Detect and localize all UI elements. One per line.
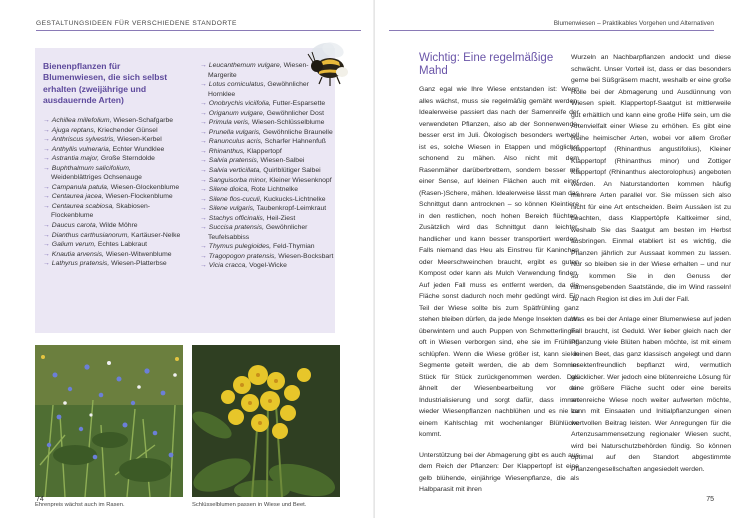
caption-cowslip: Schlüsselblumen passen in Wiese und Beet. <box>192 502 307 508</box>
common-name: Wiesen-Flockenblume <box>103 193 173 201</box>
arrow-icon: → <box>200 119 207 127</box>
latin-name: Centaurea scabiosa, <box>51 202 115 210</box>
arrow-icon: → <box>43 260 50 268</box>
plant-list-item <box>43 126 183 136</box>
arrow-icon: → <box>43 136 50 144</box>
common-name: Weidenblättriges Ochsenauge <box>51 174 142 182</box>
latin-name: Achillea millefolium, <box>51 117 112 124</box>
common-name: Wiesen-Platterbse <box>109 260 167 268</box>
latin-name: Onobrychis viciifolia, <box>208 100 271 108</box>
cowslip-photo <box>192 345 340 497</box>
bumblebee-illustration <box>300 38 356 88</box>
plant-list-item <box>43 154 183 164</box>
page-number-left: 74 <box>36 496 44 503</box>
common-name: Wiesen-Witwenblume <box>103 250 172 258</box>
latin-name: Lotus corniculatus, <box>208 81 266 89</box>
plant-list-item <box>200 118 335 128</box>
arrow-icon: → <box>43 193 50 201</box>
latin-name: Salvia pratensis, <box>208 157 259 165</box>
latin-name: Tragopogon pratensis, <box>208 252 277 260</box>
page-number-right: 75 <box>706 496 714 503</box>
paragraph: Wurzeln an Nachbarpflanzen andockt und diese schwächt. Unser Vorteil ist, dass er das besonders gerne bei Süßgräsern macht, weshalb er eine große Rolle bei der Abmagerung und Ausdünnung von Wiesen spielt. Klappertopf-Saatgut ist mittlerweile gut erhältlich und kann eine große Hilfe sein, um die Artenvielfalt einer Wiese zu erhöhen. Es gibt eine Reihe heimischer Arten, wobei vor allem Großer Klappertopf (Rhinanthus angustifolius), Kleiner Klappertopf (Rhinanthus minor) und Zottiger Klappertopf (Rhinanthus alectorolophus) angeboten werden. An Naturstandorten kommen häufig mehrere Arten parallel vor. Sie müssen sich also nicht für eine Art entscheiden. Beim Aussäen ist zu beachten, dass Klappertöpfe Kaltkeimer sind, weshalb Sie das Saatgut am besten im Herbst ausbringen. Einmal etabliert ist es wichtig, die Pflanzen jährlich zur Aussaat kommen zu lassen. Nur so bleiben sie in der Wiese erhalten – und nur so kommen Sie in den Genuss der namensgebenden Saatstände, die im Wind rasseln! Je nach Region ist dies im Juli der Fall. <box>571 54 731 303</box>
common-name: Vogel-Wicke <box>247 262 287 270</box>
plant-list-item <box>43 259 183 269</box>
plant-list-item <box>200 166 335 176</box>
latin-name: Silene vulgaris, <box>208 205 255 213</box>
arrow-icon: → <box>200 167 207 175</box>
plant-list-item <box>200 242 335 252</box>
text-column-2 <box>571 52 731 484</box>
running-head-right: Blumenwiesen – Praktikables Vorgehen und Alternativen <box>553 20 714 27</box>
latin-name: Anthriscus sylvestris, <box>51 136 116 144</box>
paragraph: Unterstützung bei der Abmagerung gibt es auch aus dem Reich der Pflanzen: Der Klappertopf ist eine gelb blühende, einjährige Wiesenpflanze, die als Halbparasit mit ihren <box>419 451 579 493</box>
common-name: Scharfer Hahnenfuß <box>262 138 326 146</box>
latin-name: Astrantia major, <box>51 155 100 163</box>
plant-list-item <box>43 116 183 126</box>
common-name: Kleiner Wiesenknopf <box>267 176 332 184</box>
latin-name: Rhinanthus, <box>208 147 246 155</box>
plant-list-item <box>200 128 335 138</box>
common-name: Taubenkropf-Leimkraut <box>254 205 327 213</box>
common-name: Wiesen-Kerbel <box>115 136 162 144</box>
latin-name: Sanguisorba minor, <box>208 176 268 184</box>
latin-name: Silene flos-cuculi, <box>208 195 262 203</box>
plant-list-item <box>200 156 335 166</box>
latin-name: Galium verum, <box>51 241 96 249</box>
arrow-icon: → <box>200 147 207 155</box>
header-rule-right <box>389 30 714 31</box>
latin-name: Buphthalmum salicifolium, <box>51 164 131 172</box>
paragraph: Was es bei der Anlage einer Blumenwiese auf jeden Fall braucht, ist Geduld. Wer lieber gleich nach der Pflanzung viele Blüten haben möchte, ist mit einem kleinen Beet, das ganz klassisch angelegt und dann insektenfreundlich bepflanzt wird, vermutlich glücklicher. Wer jedoch eine blütenreiche Lösung für eine größere Fläche sucht oder eine bereits artenreiche Wiese noch weiter aufwerten möchte, kann mit Einsaaten und Initialpflanzungen einen wertvollen Beitrag leisten. Wer Anregungen für die Artenzusammensetzung regionaler Wiesen sucht, wird bei Naturschutzbehörden fündig. So können optimal auf den Standort abgestimmte Pflanzengesellschaften angesiedelt werden. <box>571 316 731 473</box>
common-name: Echtes Labkraut <box>96 241 148 249</box>
common-name: Wiesen-Schafgarbe <box>111 117 174 124</box>
latin-name: Centaurea jacea, <box>51 193 104 201</box>
arrow-icon: → <box>43 231 50 239</box>
common-name: Gewöhnlicher Dost <box>264 109 325 117</box>
plant-list-item <box>43 221 183 231</box>
plant-list-item <box>200 137 335 147</box>
plant-list-item <box>43 164 183 183</box>
common-name: Wiesen-Glockenblume <box>108 183 180 191</box>
plant-list-column-2 <box>200 61 335 271</box>
common-name: Gewöhnlicher Teufelsabbiss <box>208 224 308 241</box>
plant-list-item <box>200 99 335 109</box>
plant-list-item <box>200 109 335 119</box>
arrow-icon: → <box>200 62 207 69</box>
common-name: Wilde Möhre <box>97 222 138 230</box>
arrow-icon: → <box>200 157 207 165</box>
common-name: Heil-Ziest <box>264 214 296 222</box>
arrow-icon: → <box>200 224 207 232</box>
common-name: Gewöhnliche Braunelle <box>260 128 333 136</box>
arrow-icon: → <box>43 202 50 210</box>
latin-name: Origanum vulgare, <box>208 109 265 117</box>
plant-list-item <box>43 192 183 202</box>
plant-list-item <box>200 214 335 224</box>
plant-list-item <box>43 183 183 193</box>
arrow-icon: → <box>43 145 50 153</box>
common-name: Kriechender Günsel <box>95 126 158 134</box>
plant-list-item <box>200 261 335 271</box>
common-name: Wiesen-Salbei <box>258 157 305 165</box>
common-name: Große Sterndolde <box>99 155 155 163</box>
arrow-icon: → <box>200 128 207 136</box>
common-name: Wiesen-Bocksbart <box>276 252 334 260</box>
latin-name: Daucus carota, <box>51 222 98 230</box>
plant-list-item <box>43 145 183 155</box>
latin-name: Ajuga reptans, <box>51 126 96 134</box>
arrow-icon: → <box>200 262 207 270</box>
arrow-icon: → <box>43 164 50 172</box>
plant-list-item <box>43 250 183 260</box>
arrow-icon: → <box>43 241 50 249</box>
latin-name: Primula veris, <box>208 119 250 127</box>
plant-list-item <box>43 135 183 145</box>
common-name: Gewöhnlicher Hornklee <box>208 81 309 98</box>
latin-name: Lathyrus pratensis, <box>51 260 110 268</box>
latin-name: Thymus pulegioides, <box>208 243 272 251</box>
latin-name: Dianthus carthusianorum, <box>51 231 130 239</box>
plant-list-item <box>200 204 335 214</box>
arrow-icon: → <box>200 81 207 89</box>
common-name: Futter-Esparsette <box>270 100 326 108</box>
arrow-icon: → <box>200 205 207 213</box>
latin-name: Vicia cracca, <box>208 262 248 270</box>
arrow-icon: → <box>200 138 207 146</box>
caption-speedwell: Ehrenpreis wächst auch im Rasen. <box>35 502 125 508</box>
right-page <box>375 0 750 518</box>
plant-list-item <box>43 202 183 221</box>
common-name: Wiesen-Schlüsselblume <box>249 119 325 127</box>
arrow-icon: → <box>43 183 50 191</box>
arrow-icon: → <box>43 117 50 124</box>
box-title: Bienenpflanzen für Blumenwiesen, die sich selbst erhalten (zweijährige und ausdauernde Arten) <box>43 61 168 106</box>
common-name: Skabiosen-Flockenblume <box>51 202 151 220</box>
arrow-icon: → <box>200 243 207 251</box>
plant-list-item <box>43 231 183 241</box>
latin-name: Salvia verticillata, <box>208 167 262 175</box>
paragraph: Ganz egal wie Ihre Wiese entstanden ist: Wenn alles wächst, muss sie regelmäßig gemäht werden. Idealerweise passiert das nach der Samenreife der verwendeten Pflanzen, also ab der Sonnenwende, besser erst im Juli. Ökologisch besonders wertvoll ist es, solche Wiesen in Etappen und möglichst schonend zu mähen. Also nicht mit dem Rasenmäher darüberbrettern, sondern besser mit einer Sense, auf kleinen Flächen auch mit einer (Rasen-)Schere, mähen. Idealerweise lässt man das Schnittgut dann antrocknen – so können Kleintiere in den restlichen, noch hohen Bereich flüchten. Zusätzlich wird das Schnittgut dann leichter, handlicher und kann besser transportiert werden. Falls niemand das Heu als Einstreu für Kaninchen oder Meerschweinchen braucht, ergibt es guten Kompost oder kann als Mulch Verwendung finden. Auf jeden Fall muss es entfernt werden, da die Fläche sonst dadurch noch mehr gedüngt wird. Ein Teil der Wiese sollte bis zum Spätfrühling ganz stehen bleiben dürfen, da jede Menge Insekten darin überwintern und auch Puppen von Schmetterlingen oft in Wiesen verborgen sind, ehe sie im Frühling schlüpfen. Wenn die Wiese größer ist, kann sie in Segmente geteilt werden, die ab dem Sommer Stück für Stück zurückgenommen werden. Das ähnelt der Wiesenbearbeitung vor der Industrialisierung und sorgt dafür, dass immer wieder Wiesenpflanzen nachblühen und es nie zu einem Kahlschlag mit wochenlanger Blühlücke kommt. <box>419 86 579 438</box>
plant-list-item <box>200 185 335 195</box>
arrow-icon: → <box>200 252 207 260</box>
common-name: Feld-Thymian <box>271 243 315 251</box>
section-heading: Wichtig: Eine regelmäßige Mahd <box>419 52 554 77</box>
arrow-icon: → <box>200 214 207 222</box>
speedwell-photo <box>35 345 183 497</box>
plant-list-column-1 <box>43 116 183 269</box>
plant-list-item <box>200 147 335 157</box>
arrow-icon: → <box>43 222 50 230</box>
plant-list-item <box>200 195 335 205</box>
latin-name: Knautia arvensis, <box>51 250 104 258</box>
common-name: Quirlblütiger Salbei <box>261 167 321 175</box>
common-name: Kuckucks-Lichtnelke <box>261 195 326 203</box>
common-name: Rote Lichtnelke <box>249 186 298 194</box>
header-rule-left <box>36 30 361 31</box>
latin-name: Stachys officinalis, <box>208 214 265 222</box>
common-name: Echter Wundklee <box>110 145 165 153</box>
latin-name: Campanula patula, <box>51 183 109 191</box>
plant-list-item <box>200 176 335 186</box>
plant-list-item <box>43 240 183 250</box>
arrow-icon: → <box>200 195 207 203</box>
latin-name: Ranunculus acris, <box>208 138 263 146</box>
arrow-icon: → <box>200 186 207 194</box>
latin-name: Prunella vulgaris, <box>208 128 261 136</box>
common-name: Wiesen-Margerite <box>208 62 309 79</box>
arrow-icon: → <box>43 126 50 134</box>
latin-name: Anthyllis vulneraria, <box>51 145 111 153</box>
running-head-left: GESTALTUNGSIDEEN FÜR VERSCHIEDENE STANDORTE <box>36 20 237 27</box>
latin-name: Silene dioica, <box>208 186 250 194</box>
plant-list-box <box>35 48 335 333</box>
common-name: Klappertopf <box>245 147 282 155</box>
common-name: Kartäuser-Nelke <box>129 231 181 239</box>
arrow-icon: → <box>43 250 50 258</box>
arrow-icon: → <box>43 155 50 163</box>
arrow-icon: → <box>200 176 207 184</box>
latin-name: Succisa pratensis, <box>208 224 264 232</box>
arrow-icon: → <box>200 109 207 117</box>
plant-list-item <box>200 252 335 262</box>
arrow-icon: → <box>200 100 207 108</box>
latin-name: Leucanthemum vulgare, <box>208 62 282 69</box>
text-column-1 <box>419 84 579 505</box>
plant-list-item <box>200 223 335 242</box>
